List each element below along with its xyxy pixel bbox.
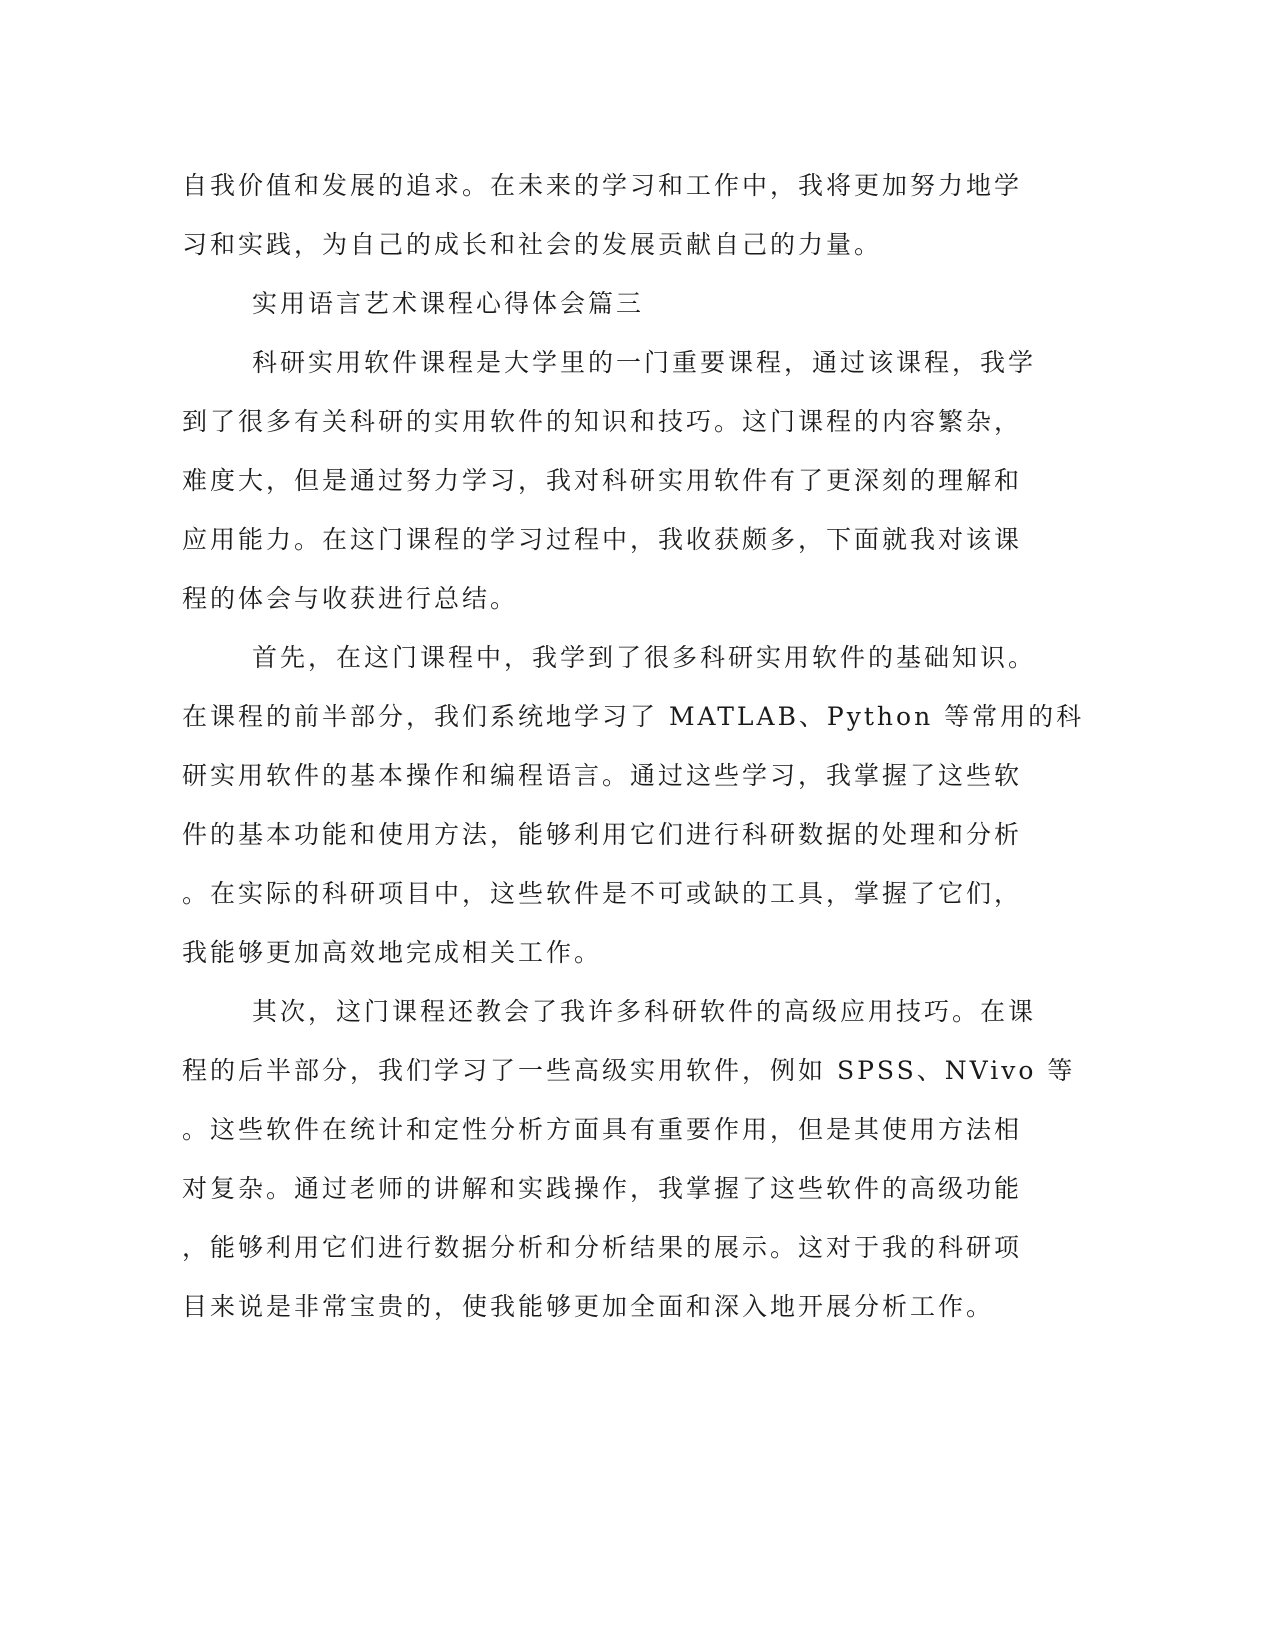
text-line: 自我价值和发展的追求。在未来的学习和工作中，我将更加努力地学 xyxy=(182,171,1023,200)
text-line: 到了很多有关科研的实用软件的知识和技巧。这门课程的内容繁杂， xyxy=(182,407,1023,436)
text-line: 程的体会与收获进行总结。 xyxy=(182,584,519,613)
text-line: 目来说是非常宝贵的，使我能够更加全面和深入地开展分析工作。 xyxy=(182,1292,995,1321)
text-line: 首先，在这门课程中，我学到了很多科研实用软件的基础知识。 xyxy=(252,643,1037,672)
section-heading: 实用语言艺术课程心得体会篇三 xyxy=(252,289,645,318)
text-line: 程的后半部分，我们学习了一些高级实用软件，例如 SPSS、NVivo 等 xyxy=(182,1056,1076,1085)
text-line: 。在实际的科研项目中，这些软件是不可或缺的工具，掌握了它们， xyxy=(182,879,1023,908)
text-line: 习和实践，为自己的成长和社会的发展贡献自己的力量。 xyxy=(182,230,883,259)
text-line: ，能够利用它们进行数据分析和分析结果的展示。这对于我的科研项 xyxy=(182,1233,1023,1262)
text-line: 研实用软件的基本操作和编程语言。通过这些学习，我掌握了这些软 xyxy=(182,761,1023,790)
text-line: 对复杂。通过老师的讲解和实践操作，我掌握了这些软件的高级功能 xyxy=(182,1174,1023,1203)
text-line: 在课程的前半部分，我们系统地学习了 MATLAB、Python 等常用的科 xyxy=(182,702,1085,731)
text-line: 件的基本功能和使用方法，能够利用它们进行科研数据的处理和分析 xyxy=(182,820,1023,849)
text-line: 其次，这门课程还教会了我许多科研软件的高级应用技巧。在课 xyxy=(252,997,1037,1026)
text-line: 科研实用软件课程是大学里的一门重要课程，通过该课程，我学 xyxy=(252,348,1037,377)
text-line: 应用能力。在这门课程的学习过程中，我收获颇多，下面就我对该课 xyxy=(182,525,1023,554)
text-line: 。这些软件在统计和定性分析方面具有重要作用，但是其使用方法相 xyxy=(182,1115,1023,1144)
text-line: 难度大，但是通过努力学习，我对科研实用软件有了更深刻的理解和 xyxy=(182,466,1023,495)
document-body xyxy=(182,156,1085,1336)
text-line: 我能够更加高效地完成相关工作。 xyxy=(182,938,603,967)
